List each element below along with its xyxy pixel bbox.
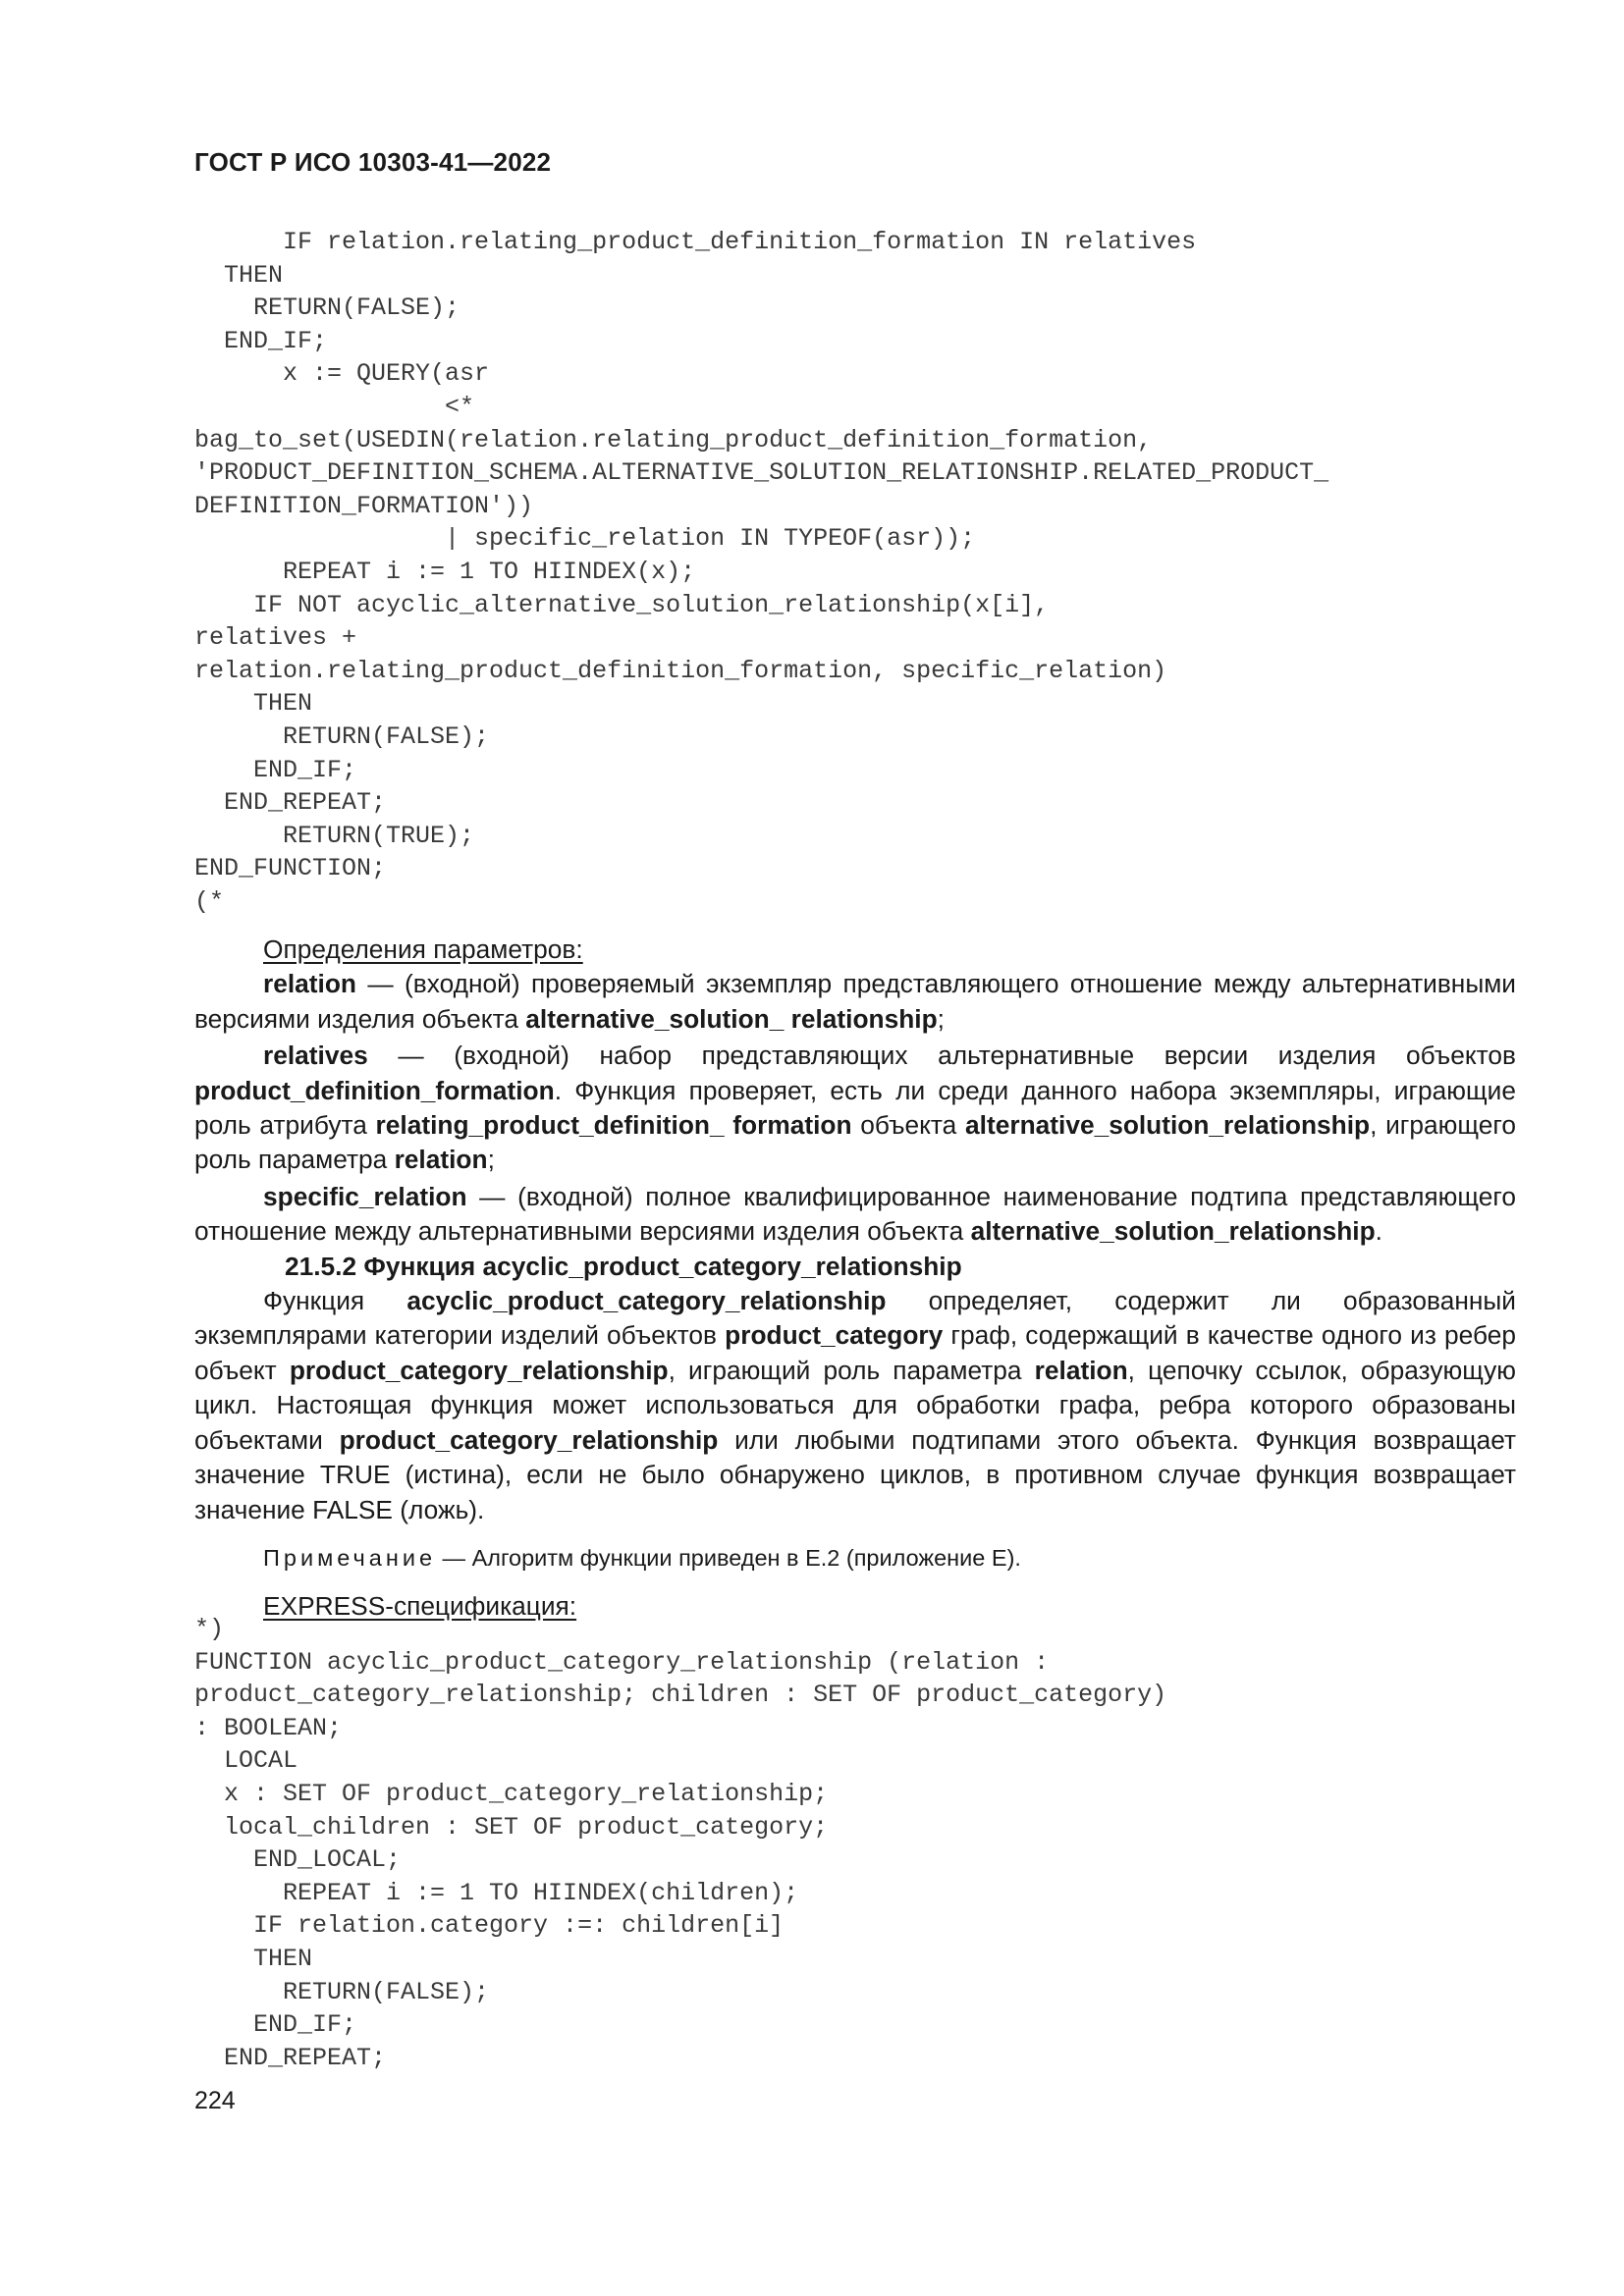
code-block-bottom (194, 1613, 1166, 2074)
code-line: *) (194, 1615, 225, 1643)
code-line: RETURN(TRUE); (283, 821, 475, 850)
code-line: DEFINITION_FORMATION')) (194, 491, 534, 520)
param-specific-relation: specific_relation — (входной) полное квалифицированное наименование подтипа представляющего отношение между альтернативными версиями изделия объекта alternative_solution_relationship. (194, 1181, 1516, 1247)
code-line: RETURN(FALSE); (283, 1977, 490, 2006)
code-line: IF relation.relating_product_definition_formation IN relatives (283, 228, 1197, 256)
param-relation: relation — (входной) проверяемый экземпляр представляющего отношение между альтернативными версиями изделия объекта alternative_solution_ relationship; (194, 969, 1516, 1034)
code-line: (* (194, 886, 225, 916)
code-line: RETURN(FALSE); (253, 294, 460, 323)
code-line: END_REPEAT; (224, 788, 387, 818)
code-line: THEN (253, 689, 313, 719)
page-header: ГОСТ Р ИСО 10303-41—2022 (194, 147, 552, 177)
note-text: — Алгоритм функции приведен в Е.2 (приложение Е). (436, 1544, 1021, 1571)
code-line: END_IF; (253, 2010, 357, 2040)
code-line: IF NOT acyclic_alternative_solution_relationship(x[i], (253, 590, 1050, 619)
code-line: x : SET OF product_category_relationship; (224, 1779, 829, 1808)
code-line: THEN (253, 1944, 313, 1973)
code-block-top (194, 226, 1328, 918)
code-line: product_category_relationship; children : SET OF product_category) (194, 1681, 1167, 1710)
note-label: Примечание (263, 1544, 437, 1571)
code-line: x := QUERY(asr (283, 359, 490, 389)
param-relatives: relatives — (входной) набор представляющих альтернативные версии изделия объектов product_definition_formation. Функция проверяет, есть ли среди данного набора экземпляры, играющие роль атрибута relating_product_definition_ formation объекта alternative_solution_relationship, играющего роль параметра relation; (194, 1041, 1516, 1175)
code-line: END_FUNCTION; (194, 854, 387, 883)
note (194, 1541, 1516, 1575)
code-line: END_REPEAT; (194, 2043, 387, 2072)
page-number: 224 (194, 2087, 236, 2114)
section-heading: 21.5.2 Функция acyclic_product_category_relationship (285, 1251, 962, 1281)
function-description: Функция acyclic_product_category_relationship определяет, содержит ли образованный экземплярами категории изделий объектов product_category граф, содержащий в качестве одного из ребер объект product_category_relationship, играющий роль параметра relation, цепочку ссылок, образующую цикл. Настоящая функция может использоваться для обработки графа, ребра которого образованы объектами product_category_relationship или любыми подтипами этого объекта. Функция возвращает значение TRUE (истина), если не было обнаружено циклов, в противном случае функция возвращает значение FALSE (ложь). (194, 1286, 1517, 1524)
code-line: : BOOLEAN; (194, 1713, 343, 1742)
code-line: relation.relating_product_definition_formation, specific_relation) (194, 656, 1167, 685)
code-line: END_LOCAL; (253, 1845, 402, 1875)
code-line: | specific_relation IN TYPEOF(asr)); (445, 524, 976, 554)
code-line: IF relation.category :=: children[i] (253, 1911, 785, 1941)
main-text (194, 933, 1516, 1625)
code-line: END_IF; (253, 755, 357, 784)
code-line: <* (445, 392, 475, 421)
code-line: relatives + (194, 623, 357, 653)
code-line: local_children : SET OF product_category; (224, 1812, 829, 1842)
express-title: EXPRESS-спецификация: (263, 1591, 577, 1622)
code-line: LOCAL (224, 1746, 298, 1776)
code-line: 'PRODUCT_DEFINITION_SCHEMA.ALTERNATIVE_SOLUTION_RELATIONSHIP.RELATED_PRODUCT_ (194, 458, 1329, 488)
code-line: END_IF; (224, 326, 328, 355)
code-line: RETURN(FALSE); (283, 721, 490, 751)
params-title: Определения параметров: (263, 934, 583, 964)
code-line: bag_to_set(USEDIN(relation.relating_product_definition_formation, (194, 425, 1153, 454)
code-line: FUNCTION acyclic_product_category_relationship (relation : (194, 1647, 1050, 1677)
code-line: THEN (224, 260, 284, 290)
code-line: REPEAT i := 1 TO HIINDEX(children); (283, 1878, 799, 1907)
code-line: REPEAT i := 1 TO HIINDEX(x); (283, 557, 696, 586)
